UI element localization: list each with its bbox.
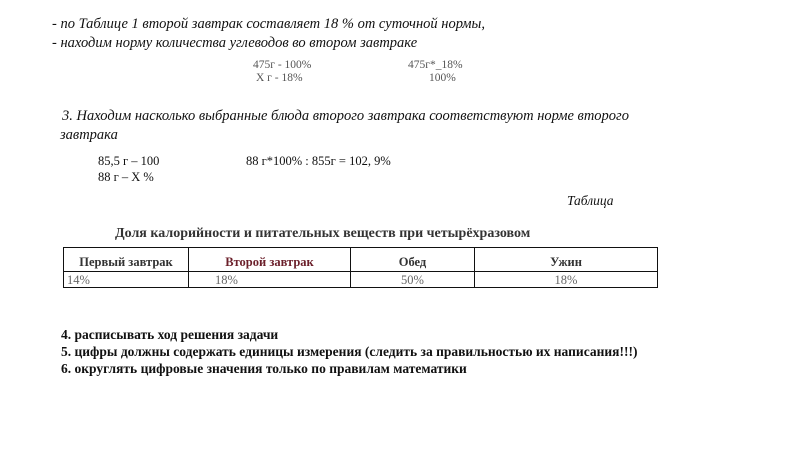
- header-dinner: Ужин: [475, 248, 658, 272]
- header-first-breakfast: Первый завтрак: [64, 248, 189, 272]
- table-row: [64, 272, 658, 288]
- proportion-1-right-1: 475г*_18%: [408, 59, 463, 71]
- value-first-breakfast: 14%: [64, 272, 189, 288]
- intro-line-2: - находим норму количества углеводов во втором завтраке: [52, 35, 418, 51]
- proportion-1-left-2: Х г - 18%: [256, 72, 303, 84]
- table-title: Доля калорийности и питательных веществ при четырёхразовом: [115, 226, 531, 241]
- rule-4: 4. расписывать ход решения задачи: [61, 327, 279, 342]
- step-3-line-2: завтрака: [60, 127, 118, 143]
- header-second-breakfast: Второй завтрак: [189, 248, 351, 272]
- header-lunch: Обед: [351, 248, 475, 272]
- proportion-2-left-1: 85,5 г – 100: [98, 154, 160, 168]
- meal-distribution-table: [63, 247, 658, 288]
- proportion-2-left-2: 88 г – Х %: [98, 170, 154, 184]
- value-lunch: 50%: [351, 272, 475, 288]
- intro-line-1: - по Таблице 1 второй завтрак составляет 18 % от суточной нормы,: [52, 16, 485, 32]
- value-second-breakfast: 18%: [189, 272, 351, 288]
- table-header-row: [64, 248, 658, 272]
- proportion-2-right-1: 88 г*100% : 855г = 102, 9%: [246, 154, 391, 168]
- step-3-line-1: 3. Находим насколько выбранные блюда второго завтрака соответствуют норме второго: [62, 108, 629, 124]
- proportion-1-left-1: 475г - 100%: [253, 59, 312, 71]
- table-caption: Таблица: [567, 193, 614, 208]
- value-dinner: 18%: [475, 272, 658, 288]
- proportion-1-right-2: 100%: [429, 72, 456, 84]
- rule-5: 5. цифры должны содержать единицы измерения (следить за правильностью их написания!!!): [61, 344, 638, 359]
- rule-6: 6. округлять цифровые значения только по правилам математики: [61, 361, 467, 376]
